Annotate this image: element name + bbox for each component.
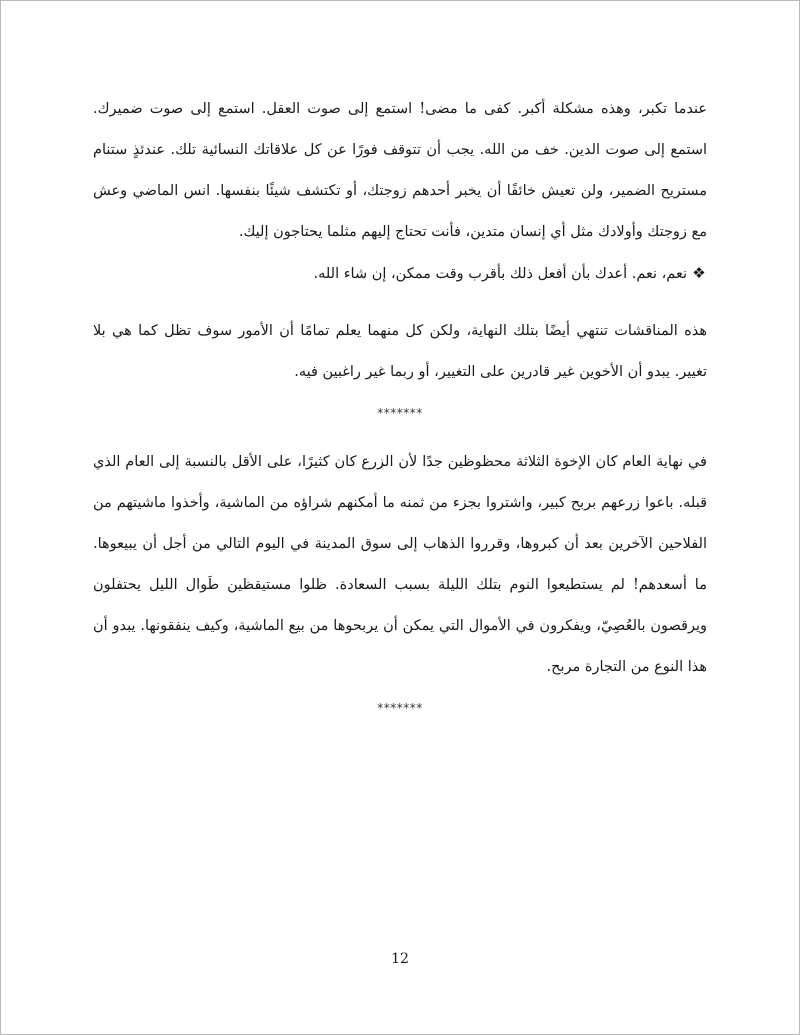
section-separator: *******: [377, 701, 423, 715]
spacer: [93, 434, 707, 442]
bullet-item: [93, 253, 707, 295]
bullet-text: نعم، نعم. أعدك بأن أفعل ذلك بأقرب وقت ممكن، إن شاء الله.: [313, 266, 687, 282]
page-body: [93, 89, 707, 729]
page-number: 12: [391, 951, 409, 967]
section-separator: *******: [377, 406, 423, 420]
paragraph: في نهاية العام كان الإخوة الثلاثة محظوظين جدًا لأن الزرع كان كثيرًا، على الأقل بالنسبة إلى العام الذي قبله. باعوا زرعهم بربح كبير، واشتروا بجزء من ثمنه ما أمكنهم شراؤه من الماشية، وأخذوا ماشيتهم من الفلاحين الآخرين بعد أن كبروها، وقرروا الذهاب إلى سوق المدينة في اليوم التالي من أجل أن يبيعوها. ما أسعدهم! لم يستطيعوا النوم بتلك الليلة بسبب السعادة. ظلوا مستيقظين طَوال الليل يحتفلون ويرقصون بالعُصِيّ، ويفكرون في الأموال التي يمكن أن يربحوها من بيع الماشية، وكيف ينفقونها. يبدو أن هذا النوع من التجارة مربح.: [93, 454, 707, 675]
paragraph: هذه المناقشات تنتهي أيضًا بتلك النهاية، ولكن كل منهما يعلم تمامًا أن الأمور سوف تظل كما هي بلا تغيير. يبدو أن الأخوين غير قادرين على التغيير، أو ربما غير راغبين فيه.: [93, 323, 707, 380]
paragraph: عندما تكبر، وهذه مشكلة أكبر. كفى ما مضى! استمع إلى صوت العقل. استمع إلى صوت ضميرك. استمع إلى صوت الدين. خف من الله. يجب أن تتوقف فورًا عن كل علاقاتك النسائية تلك. عندئذٍ ستنام مستريح الضمير، ولن تعيش خائفًا أن يخبر أحدهم زوجتك، أو تكتشف شيئًا بنفسها. انس الماضي وعش مع زوجتك وأولادك مثل أي إنسان متدين، فأنت تحتاج إليهم مثلما يحتاجون إليك.: [93, 101, 707, 240]
spacer: [93, 295, 707, 311]
diamond-bullet-icon: ❖: [692, 264, 706, 282]
